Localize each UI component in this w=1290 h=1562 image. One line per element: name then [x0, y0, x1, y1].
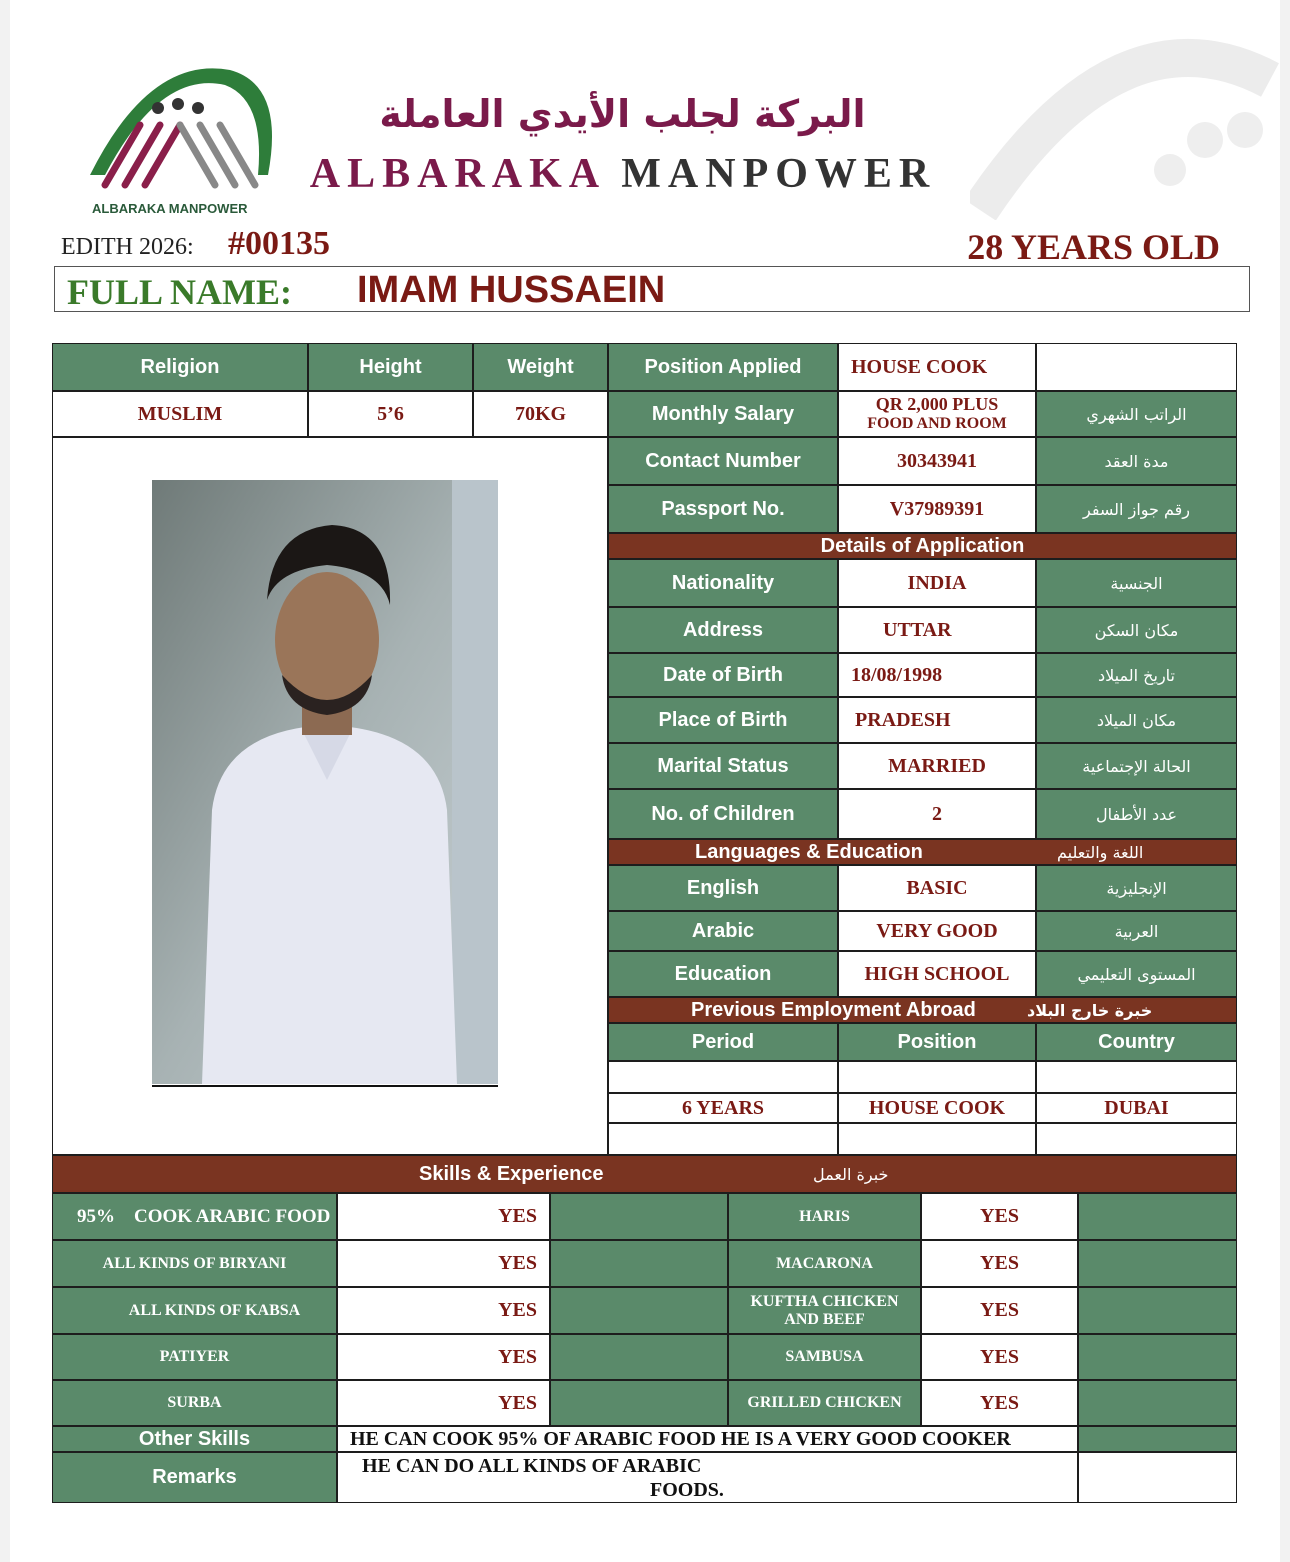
skill-left-value-1: YES [337, 1193, 550, 1240]
religion-header: Religion [52, 343, 308, 391]
religion-value: MUSLIM [52, 391, 308, 437]
skill-right-name-3-line-2: AND BEEF [784, 1310, 865, 1328]
employment-header [608, 997, 1237, 1023]
height-header: Height [308, 343, 473, 391]
other-skills-spacer [1078, 1426, 1237, 1452]
address-value: UTTAR [838, 607, 1036, 653]
remarks-spacer [1078, 1452, 1237, 1503]
remarks-line-1: HE CAN DO ALL KINDS OF ARABIC [362, 1455, 702, 1477]
other-skills-value: HE CAN COOK 95% OF ARABIC FOOD HE IS A VERY GOOD COOKER [337, 1426, 1078, 1452]
english-label: English [608, 865, 838, 911]
employment-country: DUBAI [1036, 1093, 1237, 1123]
full-name-value: IMAM HUSSAEIN [357, 269, 666, 311]
employment-empty-row-1b [838, 1061, 1036, 1093]
nationality-arabic: الجنسية [1036, 559, 1237, 607]
logo-caption: ALBARAKA MANPOWER [92, 201, 248, 216]
skill-left-value-4: YES [337, 1334, 550, 1380]
cv-sheet [10, 0, 1280, 1562]
children-label: No. of Children [608, 789, 838, 839]
address-label: Address [608, 607, 838, 653]
skill-right-value-1: YES [921, 1193, 1078, 1240]
languages-header [608, 839, 1237, 865]
employment-header-arabic: خبرة خارج البلاد [1027, 1000, 1153, 1020]
contact-number-value: 30343941 [838, 437, 1036, 485]
marital-status-label: Marital Status [608, 743, 838, 789]
skill-left-name-4: PATIYER [52, 1334, 337, 1380]
remarks-value [337, 1452, 1078, 1503]
employment-empty-row-2c [1036, 1123, 1237, 1155]
passport-arabic: رقم جواز السفر [1036, 485, 1237, 533]
skill-left-spacer-1 [550, 1193, 728, 1240]
skill-left-value-2: YES [337, 1240, 550, 1287]
employment-position: HOUSE COOK [838, 1093, 1036, 1123]
skills-header-arabic: خبرة العمل [813, 1164, 889, 1184]
company-logo [80, 60, 280, 200]
skill-right-name-3-line-1: KUFTHA CHICKEN [750, 1292, 899, 1310]
skill-left-spacer-2 [550, 1240, 728, 1287]
children-arabic: عدد الأطفال [1036, 789, 1237, 839]
arabic-value: VERY GOOD [838, 911, 1036, 951]
address-arabic: مكان السكن [1036, 607, 1237, 653]
edition-label: EDITH 2026: [61, 234, 194, 260]
employment-empty-row-2a [608, 1123, 838, 1155]
reference-number: #00135 [228, 225, 330, 262]
position-header: Position [838, 1023, 1036, 1061]
employment-empty-row-1a [608, 1061, 838, 1093]
contact-number-arabic: مدة العقد [1036, 437, 1237, 485]
passport-value: V37989391 [838, 485, 1036, 533]
pob-value: PRADESH [838, 697, 1036, 743]
dob-arabic: تاريخ الميلاد [1036, 653, 1237, 697]
skills-header-label: Skills & Experience [419, 1162, 604, 1185]
education-label: Education [608, 951, 838, 997]
skill-right-name-3 [728, 1287, 921, 1334]
dob-label: Date of Birth [608, 653, 838, 697]
skill-right-name-1: HARIS [728, 1193, 921, 1240]
position-applied-arabic [1036, 343, 1237, 391]
nationality-value: INDIA [838, 559, 1036, 607]
employment-header-label: Previous Employment Abroad [691, 998, 976, 1021]
skill-right-name-5: GRILLED CHICKEN [728, 1380, 921, 1426]
arabic-arabic: العربية [1036, 911, 1237, 951]
skill-right-spacer-3 [1078, 1287, 1237, 1334]
full-name-label: FULL NAME: [67, 272, 292, 312]
skill-left-spacer-4 [550, 1334, 728, 1380]
languages-header-label: Languages & Education [695, 840, 923, 863]
skill-left-name-5: SURBA [52, 1380, 337, 1426]
employment-empty-row-2b [838, 1123, 1036, 1155]
skills-header [52, 1155, 1237, 1193]
marital-status-arabic: الحالة الإجتماعية [1036, 743, 1237, 789]
weight-value: 70KG [473, 391, 608, 437]
education-value: HIGH SCHOOL [838, 951, 1036, 997]
salary-line-2: FOOD AND ROOM [867, 415, 1007, 432]
skill-right-spacer-1 [1078, 1193, 1237, 1240]
watermark-logo [970, 20, 1280, 220]
skill-left-spacer-3 [550, 1287, 728, 1334]
languages-header-arabic: اللغة والتعليم [1057, 842, 1144, 862]
skill-left-spacer-5 [550, 1380, 728, 1426]
other-skills-label: Other Skills [52, 1426, 337, 1452]
skill-left-name-2: ALL KINDS OF BIRYANI [52, 1240, 337, 1287]
remarks-line-2: FOODS. [650, 1479, 724, 1501]
education-arabic: المستوى التعليمي [1036, 951, 1237, 997]
pob-arabic: مكان الميلاد [1036, 697, 1237, 743]
country-header: Country [1036, 1023, 1237, 1061]
skill-left-name-3: ALL KINDS OF KABSA [52, 1287, 337, 1334]
salary-line-1: QR 2,000 PLUS [875, 394, 999, 414]
monthly-salary-label: Monthly Salary [608, 391, 838, 437]
skill-right-value-2: YES [921, 1240, 1078, 1287]
arabic-label: Arabic [608, 911, 838, 951]
employment-period: 6 YEARS [608, 1093, 838, 1123]
nationality-label: Nationality [608, 559, 838, 607]
position-applied-value: HOUSE COOK [838, 343, 1036, 391]
skill-right-spacer-4 [1078, 1334, 1237, 1380]
english-arabic: الإنجليزية [1036, 865, 1237, 911]
dob-value: 18/08/1998 [838, 653, 1036, 697]
monthly-salary-value [838, 391, 1036, 437]
pob-label: Place of Birth [608, 697, 838, 743]
children-value: 2 [838, 789, 1036, 839]
english-value: BASIC [838, 865, 1036, 911]
monthly-salary-arabic: الراتب الشهري [1036, 391, 1237, 437]
position-applied-label: Position Applied [608, 343, 838, 391]
skill-right-value-3: YES [921, 1287, 1078, 1334]
marital-status-value: MARRIED [838, 743, 1036, 789]
remarks-label: Remarks [52, 1452, 337, 1503]
weight-header: Weight [473, 343, 608, 391]
full-name-box [54, 266, 1250, 312]
skill-right-name-4: SAMBUSA [728, 1334, 921, 1380]
period-header: Period [608, 1023, 838, 1061]
employment-empty-row-1c [1036, 1061, 1237, 1093]
skill-right-spacer-5 [1078, 1380, 1237, 1426]
passport-label: Passport No. [608, 485, 838, 533]
skill-left-value-5: YES [337, 1380, 550, 1426]
skill-right-value-5: YES [921, 1380, 1078, 1426]
skill-right-name-2: MACARONA [728, 1240, 921, 1287]
company-name-arabic: البركة لجلب الأيدي العاملة [379, 92, 866, 136]
details-header: Details of Application [608, 533, 1237, 559]
contact-number-label: Contact Number [608, 437, 838, 485]
company-name-english: ALBARAKA MANPOWER [309, 151, 937, 197]
skill-right-spacer-2 [1078, 1240, 1237, 1287]
applicant-photo [152, 480, 498, 1087]
skill-left-value-3: YES [337, 1287, 550, 1334]
company-name-manpower: MANPOWER [621, 151, 937, 197]
age: 28 YEARS OLD [967, 227, 1220, 267]
skill-left-name-1: 95% COOK ARABIC FOOD [52, 1193, 337, 1240]
skill-right-value-4: YES [921, 1334, 1078, 1380]
height-value: 5’6 [308, 391, 473, 437]
